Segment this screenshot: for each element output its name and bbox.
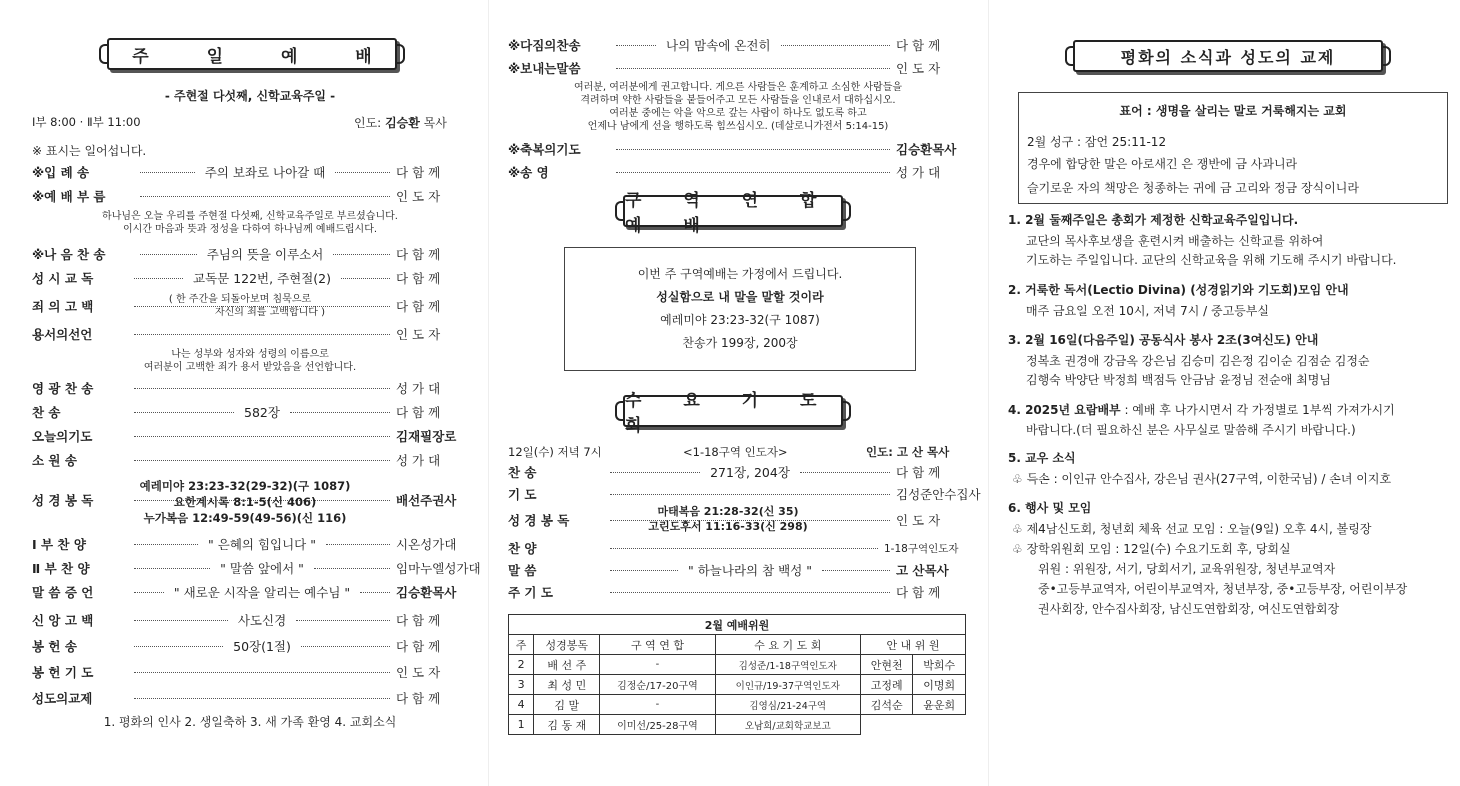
worship-row: [32, 610, 468, 630]
duty-cell: 김성준/1-18구역인도자: [715, 655, 860, 675]
notice-6-line-4: 중•고등부교역자, 어린이부교역자, 청년부장, 중•고등부장, 어린이부장: [1038, 582, 1408, 596]
notice-6-line-1: ♧ 제4남신도회, 청년회 체육 선교 모임 : 오늘(9일) 오후 4시, 볼링장: [1012, 522, 1372, 536]
wed-row: [508, 560, 968, 580]
row-label: 죄 의 고 백: [32, 299, 94, 314]
duty-cell: 김석순: [860, 695, 913, 715]
row-right: 임마누엘성가대: [396, 561, 481, 576]
row-right: 다 함 께: [896, 38, 941, 53]
row-right: 김승환목사: [396, 585, 457, 600]
wed-leader: 인도: 고 산 목사: [866, 445, 950, 459]
duty-cell: 고정례: [860, 675, 913, 695]
motto: 표어 : 생명을 살리는 말로 거룩해지는 교회: [1119, 104, 1347, 118]
notice-6-line-3: 위원 : 위원장, 서기, 당회서기, 교육위원장, 청년부교역자: [1038, 562, 1336, 576]
duty-cell: 김 말: [534, 695, 600, 715]
row-right: 성 가 대: [396, 453, 441, 468]
notice-3-line-1: 정복초 권경애 강금옥 강은님 김승미 김은정 김이순 김점순 김정순: [1026, 354, 1370, 368]
motto-box: [1018, 92, 1448, 204]
sunday-service-title: 주 일 예 배: [107, 38, 397, 70]
row-right: 다 함 께: [896, 585, 941, 600]
row-label: 영 광 찬 송: [32, 381, 94, 396]
row-right: 김승환목사: [896, 142, 957, 157]
row-mid: 주의 보좌로 나아갈 때: [204, 165, 326, 180]
row-mid: 교독문 122번, 주현절(2): [193, 271, 332, 286]
duty-header: 수 요 기 도 회: [715, 635, 860, 655]
wed-row: [508, 462, 968, 482]
worship-row: [32, 402, 468, 422]
row-right: 배선주권사: [396, 493, 457, 508]
row-mid: " 하늘나라의 참 백성 ": [688, 563, 812, 578]
row-right: 다 함 께: [396, 271, 441, 286]
row-right: 인 도 자: [896, 61, 941, 76]
row-label: 봉 헌 송: [32, 639, 77, 654]
notice-3-line-2: 김행숙 박양단 박정희 백점득 안금남 윤정님 전순애 최명님: [1026, 373, 1331, 387]
duty-cell: 안현천: [860, 655, 913, 675]
leader-label: 인도:: [354, 116, 382, 130]
leader-name: 김승환: [385, 116, 420, 130]
row-right: 1-18구역인도자: [884, 542, 959, 555]
row-mid: 나의 맘속에 온전히: [666, 38, 771, 53]
duty-row: [509, 715, 966, 735]
fold-line-2: [988, 0, 989, 786]
duty-cell: 이명희: [913, 675, 966, 695]
wed-group: <1-18구역 인도자>: [683, 445, 788, 459]
row-right: 고 산목사: [896, 563, 949, 578]
row-right: 다 함 께: [396, 405, 441, 420]
confess-note-2: 자신의 죄를 고백합니다 ): [214, 307, 326, 318]
wed-scripture: [488, 504, 968, 534]
district-service-box: [564, 247, 916, 371]
scripture-reading: [22, 478, 468, 526]
notice-2-title: 2. 거룩한 독서(Lectio Divina) (성경읽기와 기도회)모임 안내: [1008, 283, 1349, 297]
row-label: 성 경 봉 독: [508, 513, 570, 528]
row-right: 인 도 자: [396, 665, 441, 680]
duty-roster-table: [508, 614, 966, 735]
row-label: Ⅰ 부 찬 양: [32, 537, 86, 552]
duty-cell: 4: [509, 695, 534, 715]
row-label: 말 씀 증 언: [32, 585, 94, 600]
benediction-row: [508, 139, 968, 159]
notice-6-line-5: 권사회장, 안수집사회장, 남신도연합회장, 여신도연합회장: [1038, 602, 1340, 616]
worship-row: [32, 162, 468, 182]
row-label: ※보내는말씀: [508, 61, 581, 76]
notice-6-line-2: ♧ 장학위원회 모임 : 12일(수) 수요기도회 후, 당회실: [1012, 542, 1291, 556]
worship-row: [32, 378, 468, 398]
news-title: 평화의 소식과 성도의 교제: [1073, 40, 1383, 72]
row-label: 신 앙 고 백: [32, 613, 94, 628]
notice-4-line-2: 바랍니다.(더 필요하신 분은 사무실로 말씀해 주시기 바랍니다.): [1026, 423, 1356, 437]
notice-6-title: 6. 행사 및 모임: [1008, 501, 1092, 515]
scripture-2: 요한계시록 8:1-5(신 406): [173, 495, 317, 509]
leader-title: 목사: [423, 116, 447, 130]
duty-cell: 이인규/19-37구역인도자: [715, 675, 860, 695]
row-mid: 582장: [244, 405, 280, 420]
row-right: 성 가 대: [396, 381, 441, 396]
duty-cell: 김영심/21-24구역: [715, 695, 860, 715]
row-right: 다 함 께: [396, 613, 441, 628]
duty-cell: 윤운희: [913, 695, 966, 715]
row-label: 용서의선언: [32, 327, 93, 342]
worship-row: [32, 268, 468, 288]
row-right: 김재필장로: [396, 429, 457, 444]
notice-1-title: 1. 2월 둘째주일은 총회가 제정한 신학교육주일입니다.: [1008, 213, 1299, 227]
district-line-3: 예레미야 23:23-32(구 1087): [660, 313, 820, 327]
duty-cell: 1: [509, 715, 534, 735]
sending-4: 언제나 남에게 선을 행하도록 힘쓰십시오. (데살로니가전서 5:14-15): [587, 121, 889, 132]
row-label: 기 도: [508, 487, 537, 502]
duty-cell: 최 성 민: [534, 675, 600, 695]
row-label: ※다짐의찬송: [508, 38, 581, 53]
row-label: 성도의교제: [32, 691, 93, 706]
district-line-1: 이번 주 구역예배는 가정에서 드립니다.: [637, 267, 843, 281]
row-label: Ⅱ 부 찬 양: [32, 561, 90, 576]
notice-4: [1008, 401, 1448, 418]
scripture-3: 누가복음 12:49-59(49-56)(신 116): [143, 511, 347, 525]
call-note-1: 하나님은 오늘 우리를 주현절 다섯째, 신학교육주일로 부르셨습니다.: [102, 211, 398, 222]
wed-row: [508, 484, 981, 504]
row-label: 봉 헌 기 도: [32, 665, 94, 680]
amen-row: [508, 162, 968, 182]
sending-row: [508, 58, 968, 78]
row-mid: 50장(1절): [233, 639, 291, 654]
district-service-title: 구 역 연 합 예 배: [623, 195, 843, 227]
wednesday-prayer-title: 수 요 기 도 회: [623, 395, 843, 427]
duty-cell: -: [600, 655, 715, 675]
notice-5-line-1: ♧ 득손 : 이인규 안수집사, 강은님 권사(27구역, 이한국님) / 손녀 이지호: [1012, 472, 1392, 486]
duty-row: [509, 655, 966, 675]
verse-ref: 2월 성구 : 잠언 25:11-12: [1027, 135, 1167, 149]
duty-cell: 이미선/25-28구역: [600, 715, 715, 735]
duty-cell: 배 선 주: [534, 655, 600, 675]
row-right: 다 함 께: [896, 465, 941, 480]
row-mid: " 새로운 시작을 알리는 예수님 ": [173, 585, 351, 600]
notice-1-line-1: 교단의 목사후보생을 훈련시켜 배출하는 신학교를 위하여: [1026, 234, 1324, 248]
row-right: 인 도 자: [396, 189, 441, 204]
duty-cell: 3: [509, 675, 534, 695]
sending-2: 격려하며 약한 사람들을 붙들어주고 모든 사람들을 인내로서 대하십시오.: [580, 95, 896, 106]
sending-3: 여러분 중에는 악을 악으로 갚는 사람이 하나도 없도록 하고: [609, 108, 867, 119]
duty-row: [509, 675, 966, 695]
duty-cell: -: [600, 695, 715, 715]
notice-3-title: 3. 2월 16일(다음주일) 공동식사 봉사 2조(3여신도) 안내: [1008, 333, 1319, 347]
wed-row: [508, 582, 968, 602]
stand-note: ※ 표시는 일어섭니다.: [32, 144, 147, 158]
duty-row: [509, 695, 966, 715]
verse-1: 경우에 합당한 말은 아로새긴 은 쟁반에 금 사과니라: [1027, 157, 1298, 171]
row-right: 다 함 께: [396, 165, 441, 180]
row-label: 주 기 도: [508, 585, 553, 600]
worship-row: [32, 636, 468, 656]
row-right: 시온성가대: [396, 537, 457, 552]
absolution-1: 나는 성부와 성자와 성령의 이름으로: [171, 349, 329, 360]
notice-5-title: 5. 교우 소식: [1008, 451, 1076, 465]
row-label: 오늘의기도: [32, 429, 93, 444]
service-subtitle: - 주현절 다섯째, 신학교육주일 -: [164, 89, 336, 103]
wed-time: 12일(수) 저녁 7시: [508, 445, 602, 459]
row-label: ※축복의기도: [508, 142, 581, 157]
service-times: Ⅰ부 8:00 · Ⅱ부 11:00: [32, 115, 141, 129]
worship-row: [32, 186, 468, 206]
row-mid: " 말씀 앞에서 ": [220, 561, 304, 576]
row-label: ※나 음 찬 송: [32, 247, 106, 262]
row-right: 다 함 께: [396, 639, 441, 654]
row-label: 찬 송: [508, 465, 537, 480]
duty-cell: 김정순/17-20구역: [600, 675, 715, 695]
notice-2-line-1: 매주 금요일 오전 10시, 저녁 7시 / 중고등부실: [1026, 304, 1269, 318]
duty-cell: 김 동 재: [534, 715, 600, 735]
wed-scripture-2: 고린도후서 11:16-33(신 298): [648, 520, 808, 533]
row-label: 말 씀: [508, 563, 537, 578]
district-line-2: 성실함으로 내 말을 말할 것이라: [656, 290, 824, 304]
row-mid: " 은혜의 힘입니다 ": [208, 537, 316, 552]
notice-4-line-1: : 예배 후 나가시면서 각 가정별로 1부씩 가져가시기: [1120, 403, 1395, 417]
worship-row: [32, 244, 468, 264]
row-label: 소 원 송: [32, 453, 77, 468]
wed-row: [508, 538, 968, 558]
worship-row: [32, 534, 468, 554]
fellowship-footer: 1. 평화의 인사 2. 생일축하 3. 새 가족 환영 4. 교회소식: [103, 715, 397, 729]
row-right: 성 가 대: [896, 165, 941, 180]
row-label: 성 경 봉 독: [32, 493, 94, 508]
row-label: ※예 배 부 름: [32, 189, 106, 204]
row-right: 다 함 께: [396, 299, 441, 314]
row-label: 찬 송: [32, 405, 61, 420]
district-line-4: 찬송가 199장, 200장: [682, 336, 798, 350]
confess-note-1: ( 한 주간을 되돌아보며 침묵으로: [168, 294, 312, 305]
row-label: 찬 양: [508, 541, 537, 556]
row-right: 인 도 자: [896, 513, 941, 528]
duty-header: 구 역 연 합: [600, 635, 715, 655]
dedication-row: [508, 35, 968, 55]
worship-row: [32, 450, 468, 470]
duty-header-row: [509, 635, 966, 655]
row-right: 다 함 께: [396, 247, 441, 262]
service-leader: [354, 114, 468, 131]
row-right: 다 함 께: [396, 691, 441, 706]
absolution-2: 여러분이 고백한 죄가 용서 받았음을 선언합니다.: [143, 362, 357, 373]
row-mid: 271장, 204장: [710, 465, 790, 480]
worship-row: [32, 558, 481, 578]
worship-row: [32, 662, 468, 682]
row-right: 김성준안수집사: [896, 487, 981, 502]
worship-row: [32, 582, 468, 602]
duty-cell: 박희수: [913, 655, 966, 675]
duty-cell: 오남희/교회학교보고: [715, 715, 860, 735]
scripture-1: 예레미야 23:23-32(29-32)(구 1087): [139, 479, 351, 493]
duty-cell: 2: [509, 655, 534, 675]
verse-2: 슬기로운 자의 책망은 청종하는 귀에 금 고리와 정금 장식이니라: [1027, 181, 1359, 195]
duty-header: 성경봉독: [534, 635, 600, 655]
fold-line-1: [488, 0, 489, 786]
sending-1: 여러분, 여러분에게 권고합니다. 게으른 사람들은 훈계하고 소심한 사람들을: [573, 82, 903, 93]
row-label: ※송 영: [508, 165, 549, 180]
row-mid: 사도신경: [237, 613, 287, 628]
duty-header: 안 내 위 원: [860, 635, 965, 655]
row-right: 인 도 자: [396, 327, 441, 342]
notice-1-line-2: 기도하는 주일입니다. 교단의 신학교육을 위해 기도해 주시기 바랍니다.: [1026, 253, 1397, 267]
worship-row: [32, 688, 468, 708]
row-mid: 주님의 뜻을 이루소서: [206, 247, 324, 262]
row-label: 성 시 교 독: [32, 271, 94, 286]
duty-header: 주: [509, 635, 534, 655]
worship-row: [32, 426, 468, 446]
call-note-2: 이시간 마음과 뜻과 정성을 다하여 하나님께 예배드립시다.: [122, 224, 378, 235]
row-label: ※입 례 송: [32, 165, 90, 180]
notice-4-title: 4. 2025년 요람배부: [1008, 403, 1121, 417]
wed-scripture-1: 마태복음 21:28-32(신 35): [657, 505, 799, 518]
worship-row: [32, 324, 468, 344]
duty-title: 2월 예배위원: [509, 615, 966, 635]
